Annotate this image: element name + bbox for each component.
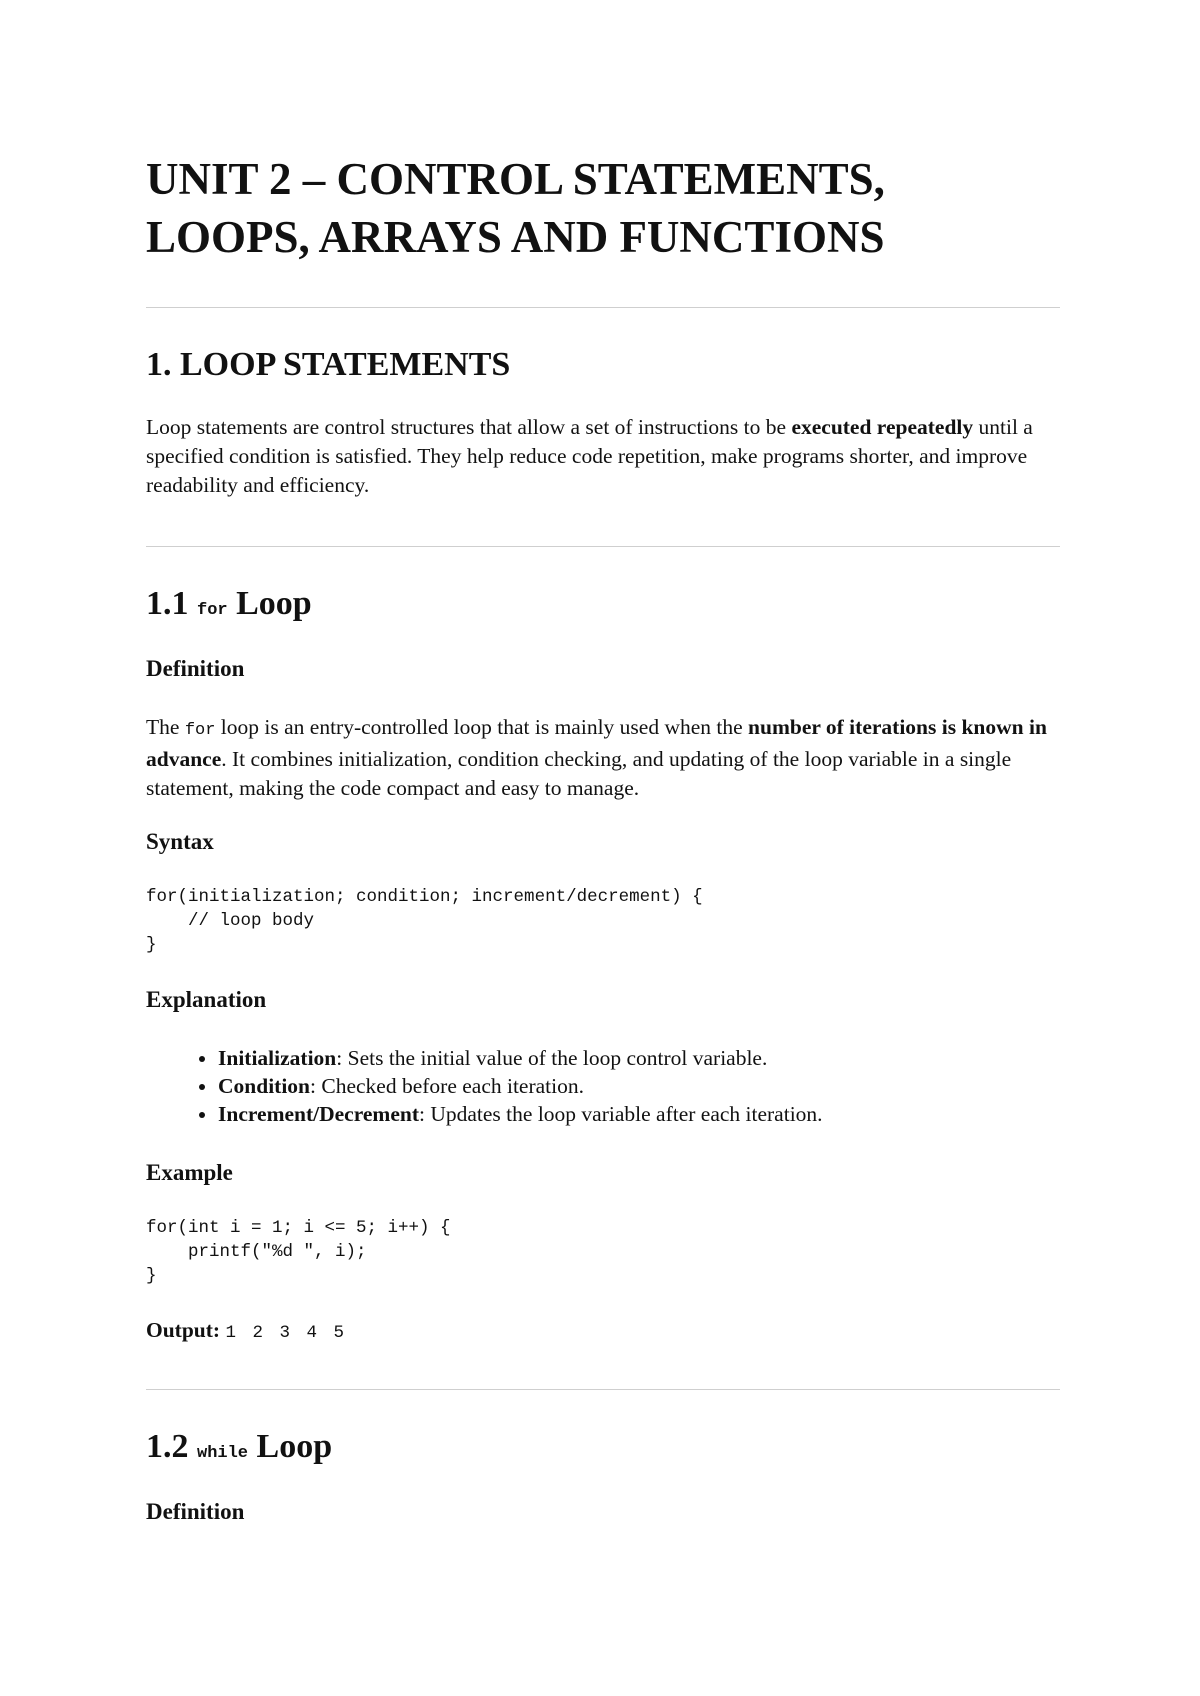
for-definition-label: Definition: [146, 656, 245, 681]
def-text-a: The: [146, 715, 185, 739]
while-definition-label: Definition: [146, 1499, 245, 1524]
subsection-heading-while-loop: [146, 1427, 332, 1474]
list-item-desc: : Sets the initial value of the loop control variable.: [336, 1046, 768, 1070]
list-item-term: Initialization: [218, 1046, 337, 1070]
heading-number: 1.2: [146, 1428, 197, 1465]
document-title: [146, 150, 1060, 266]
for-definition-paragraph: [146, 713, 1060, 803]
def-code: for: [184, 721, 216, 740]
intro-text-a: Loop statements are control structures that allow a set of instructions to be: [146, 415, 792, 439]
output-value: 1 2 3 4 5: [225, 1323, 347, 1343]
def-bold: number of iterations is known in advance: [146, 715, 1047, 771]
heading-word: Loop: [248, 1428, 333, 1465]
output-label: Output:: [146, 1318, 221, 1342]
for-example-label: Example: [146, 1160, 233, 1185]
list-item-term: Increment/Decrement: [218, 1102, 419, 1126]
syntax-code-block: for(initialization; condition; increment/decrement) { // loop body }: [146, 887, 703, 955]
heading-number: 1.1: [146, 585, 197, 622]
explanation-list: [146, 1044, 823, 1128]
list-item: [218, 1072, 823, 1100]
section-heading-loop-statements: 1. LOOP STATEMENTS: [146, 346, 511, 383]
for-explanation-label: Explanation: [146, 987, 267, 1012]
list-item-desc: : Checked before each iteration.: [310, 1074, 585, 1098]
def-text-c: . It combines initialization, condition checking, and updating of the loop variable in a single statement, making the code compact and easy to manage.: [146, 747, 1012, 800]
output-line: [146, 1316, 1060, 1348]
title-line-1: UNIT 2 – CONTROL STATEMENTS,: [146, 154, 885, 204]
heading-word: Loop: [227, 585, 312, 622]
divider: [146, 1389, 1060, 1390]
intro-text-b: until a specified condition is satisfied. They help reduce code repetition, make programs shorter, and improve readability and efficiency.: [146, 415, 1033, 497]
heading-code: while: [197, 1444, 249, 1463]
def-text-b: loop is an entry-controlled loop that is mainly used when the: [215, 715, 749, 739]
title-line-2: LOOPS, ARRAYS AND FUNCTIONS: [146, 212, 885, 262]
intro-paragraph: [146, 413, 1060, 500]
list-item-desc: : Updates the loop variable after each iteration.: [419, 1102, 823, 1126]
intro-bold: executed repeatedly: [791, 415, 974, 439]
list-item: [218, 1100, 823, 1128]
example-code-block: for(int i = 1; i <= 5; i++) { printf("%d ", i); }: [146, 1218, 451, 1286]
divider: [146, 307, 1060, 308]
subsection-heading-for-loop: [146, 584, 312, 631]
for-syntax-label: Syntax: [146, 829, 214, 854]
list-item-term: Condition: [218, 1074, 311, 1098]
heading-code: for: [197, 601, 228, 620]
divider: [146, 546, 1060, 547]
list-item: [218, 1044, 823, 1072]
